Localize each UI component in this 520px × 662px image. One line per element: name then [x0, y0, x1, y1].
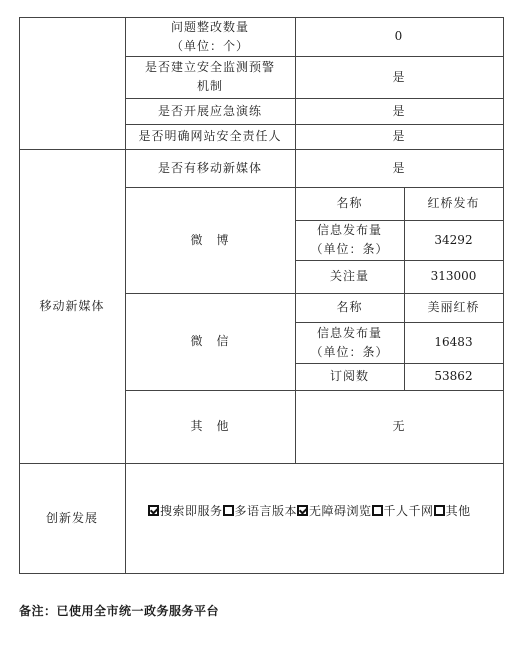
- wechat-posts-unit: （单位：条）: [310, 344, 389, 359]
- weibo-posts-label-cell: [295, 220, 404, 260]
- personalized-checkbox[interactable]: [372, 505, 383, 516]
- drill-value: 是: [392, 103, 406, 118]
- multilingual-label: 多语言版本: [234, 503, 298, 518]
- wechat-posts-value: 16483: [434, 335, 473, 349]
- rectification-label-cell: [125, 17, 295, 56]
- table-border-bottom: [19, 573, 504, 574]
- wechat-subscribers-label: 订阅数: [329, 369, 369, 383]
- weibo-label: 微 博: [190, 232, 230, 247]
- other-option-label: 其他: [445, 503, 471, 518]
- rectification-label: 问题整改数量: [170, 19, 249, 34]
- mobile-section-label: 移动新媒体: [39, 298, 105, 313]
- weibo-posts-label: 信息发布量: [316, 223, 382, 237]
- monitoring-label: 是否建立安全监测预警: [144, 60, 275, 74]
- footnote: 备注：已使用全市统一政务服务平台: [19, 604, 220, 618]
- accessibility-label: 无障碍浏览: [309, 503, 372, 518]
- has-media-label: 是否有移动新媒体: [157, 160, 262, 175]
- weibo-name-label: 名称: [336, 196, 363, 210]
- wechat-subscribers-value: 53862: [434, 369, 473, 383]
- drill-label: 是否开展应急演练: [157, 103, 262, 118]
- wechat-name-label: 名称: [336, 300, 363, 314]
- weibo-posts-unit: （单位：条）: [310, 242, 389, 256]
- wechat-name-value: 美丽红桥: [427, 300, 480, 314]
- wechat-label: 微 信: [190, 334, 230, 348]
- other-option-checkbox[interactable]: [434, 505, 445, 516]
- monitoring-label-cell: [125, 56, 295, 98]
- monitoring-label-continued: 机制: [196, 79, 223, 93]
- innovation-section-label: 创新发展: [45, 510, 98, 525]
- innovation-options: [148, 500, 508, 520]
- weibo-followers-value: 313000: [430, 269, 477, 283]
- has-media-value: 是: [392, 160, 406, 175]
- other-label: 其 他: [190, 419, 230, 433]
- wechat-posts-label: 信息发布量: [316, 325, 382, 340]
- other-value: 无: [392, 419, 406, 433]
- multilingual-checkbox[interactable]: [223, 505, 234, 516]
- rectification-value: 0: [394, 29, 404, 43]
- monitoring-value: 是: [392, 69, 406, 84]
- wechat-posts-label-cell: [295, 322, 404, 363]
- search-service-checkbox[interactable]: [148, 505, 159, 516]
- weibo-followers-label: 关注量: [329, 269, 369, 283]
- personalized-label: 千人千网: [383, 503, 434, 518]
- accessibility-checkbox[interactable]: [297, 505, 308, 516]
- responsible-value: 是: [392, 129, 406, 143]
- weibo-posts-value: 34292: [434, 232, 473, 247]
- table-border-right: [503, 17, 504, 574]
- weibo-name-value: 红桥发布: [427, 196, 480, 210]
- search-service-label: 搜索即服务: [160, 503, 223, 518]
- rectification-unit: （单位：个）: [170, 38, 249, 53]
- responsible-label: 是否明确网站安全责任人: [138, 129, 282, 143]
